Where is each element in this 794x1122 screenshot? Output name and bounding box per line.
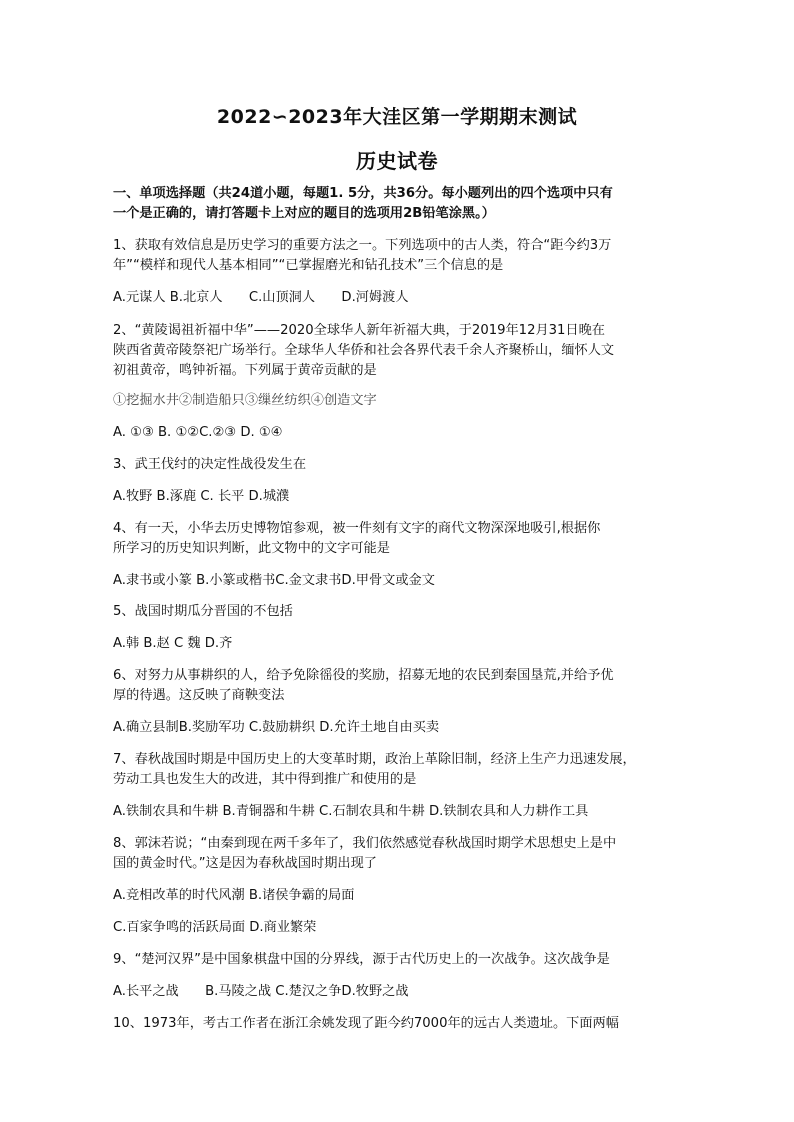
question-9-options: A.长平之战 B.马陵之战 C.楚汉之争D.牧野之战 (113, 984, 409, 999)
question-4-line-2: 所学习的历史知识判断，此文物中的文字可能是 (113, 541, 390, 556)
section-header-line-2: 一个是正确的，请打答题卡上对应的题目的选项用2B铅笔涂黑。） (113, 206, 495, 221)
question-2-line-3: 初祖黄帝，鸣钟祈福。下列属于黄帝贡献的是 (113, 363, 377, 378)
question-2-line-1: 2、“黄陵谒祖祈福中华”——2020全球华人新年祈福大典，于2019年12月31日晚在 (113, 323, 605, 338)
question-7-line-2: 劳动工具也发生大的改进，其中得到推广和使用的是 (113, 772, 417, 787)
question-7-options: A.铁制农具和牛耕 B.青铜器和牛耕 C.石制农具和牛耕 D.铁制农具和人力耕作工具 (113, 804, 589, 819)
question-2-items: ①挖掘水井②制造船只③缫丝纺织④创造文字 (113, 393, 377, 408)
question-2-line-2: 陕西省黄帝陵祭祀广场举行。全球华人华侨和社会各界代表千余人齐聚桥山，缅怀人文 (113, 343, 615, 358)
page-title: 2022∽2023年大洼区第一学期期末测试 (216, 106, 578, 128)
question-7-line-1: 7、春秋战国时期是中国历史上的大变革时期，政治上革除旧制，经济上生产力迅速发展， (113, 752, 636, 767)
question-10-line-1: 10、1973年，考古工作者在浙江余姚发现了距今约7000年的远古人类遗址。下面两幅 (113, 1016, 619, 1031)
question-5-options: A.韩 B.赵 C 魏 D.齐 (113, 636, 233, 651)
question-5-line-1: 5、战国时期瓜分晋国的不包括 (113, 604, 293, 619)
question-8-line-1: 8、郭沫若说；“由秦到现在两千多年了，我们依然感觉春秋战国时期学术思想史上是中 (113, 836, 617, 851)
question-8-options-1: A.竞相改革的时代风潮 B.诸侯争霸的局面 (113, 888, 355, 903)
question-4-line-1: 4、有一天，小华去历史博物馆参观，被一件刻有文字的商代文物深深地吸引,根据你 (113, 521, 601, 536)
question-4-options: A.隶书或小篆 B.小篆或楷书C.金文隶书D.甲骨文或金文 (113, 573, 435, 588)
question-8-options-2: C.百家争鸣的活跃局面 D.商业繁荣 (113, 920, 317, 935)
question-6-line-1: 6、对努力从事耕织的人，给予免除徭役的奖励，招募无地的农民到秦国垦荒,并给予优 (113, 668, 614, 683)
question-3-line-1: 3、武王伐纣的决定性战役发生在 (113, 457, 307, 472)
question-6-line-2: 厚的待遇。这反映了商鞅变法 (113, 688, 285, 703)
question-3-options: A.牧野 B.涿鹿 C. 长平 D.城濮 (113, 489, 290, 504)
section-header-line-1: 一、单项选择题（共24道小题，每题1. 5分，共36分。每小题列出的四个选项中只有 (113, 186, 613, 201)
question-6-options: A.确立县制B.奖励军功 C.鼓励耕织 D.允许土地自由买卖 (113, 720, 440, 735)
question-9-line-1: 9、“楚河汉界”是中国象棋盘中国的分界线，源于古代历史上的一次战争。这次战争是 (113, 952, 610, 967)
question-1-line-1: 1、获取有效信息是历史学习的重要方法之一。下列选项中的古人类，符合“距今约3万 (113, 238, 612, 253)
question-1-options: A.元谋人 B.北京人 C.山顶洞人 D.河姆渡人 (113, 290, 409, 305)
page-subtitle: 历史试卷 (356, 149, 438, 173)
question-8-line-2: 国的黄金时代。”这是因为春秋战国时期出现了 (113, 856, 377, 871)
question-1-line-2: 年”“模样和现代人基本相同”“已掌握磨光和钻孔技术”三个信息的是 (113, 258, 504, 273)
question-2-options: A. ①③ B. ①②C.②③ D. ①④ (113, 425, 283, 440)
